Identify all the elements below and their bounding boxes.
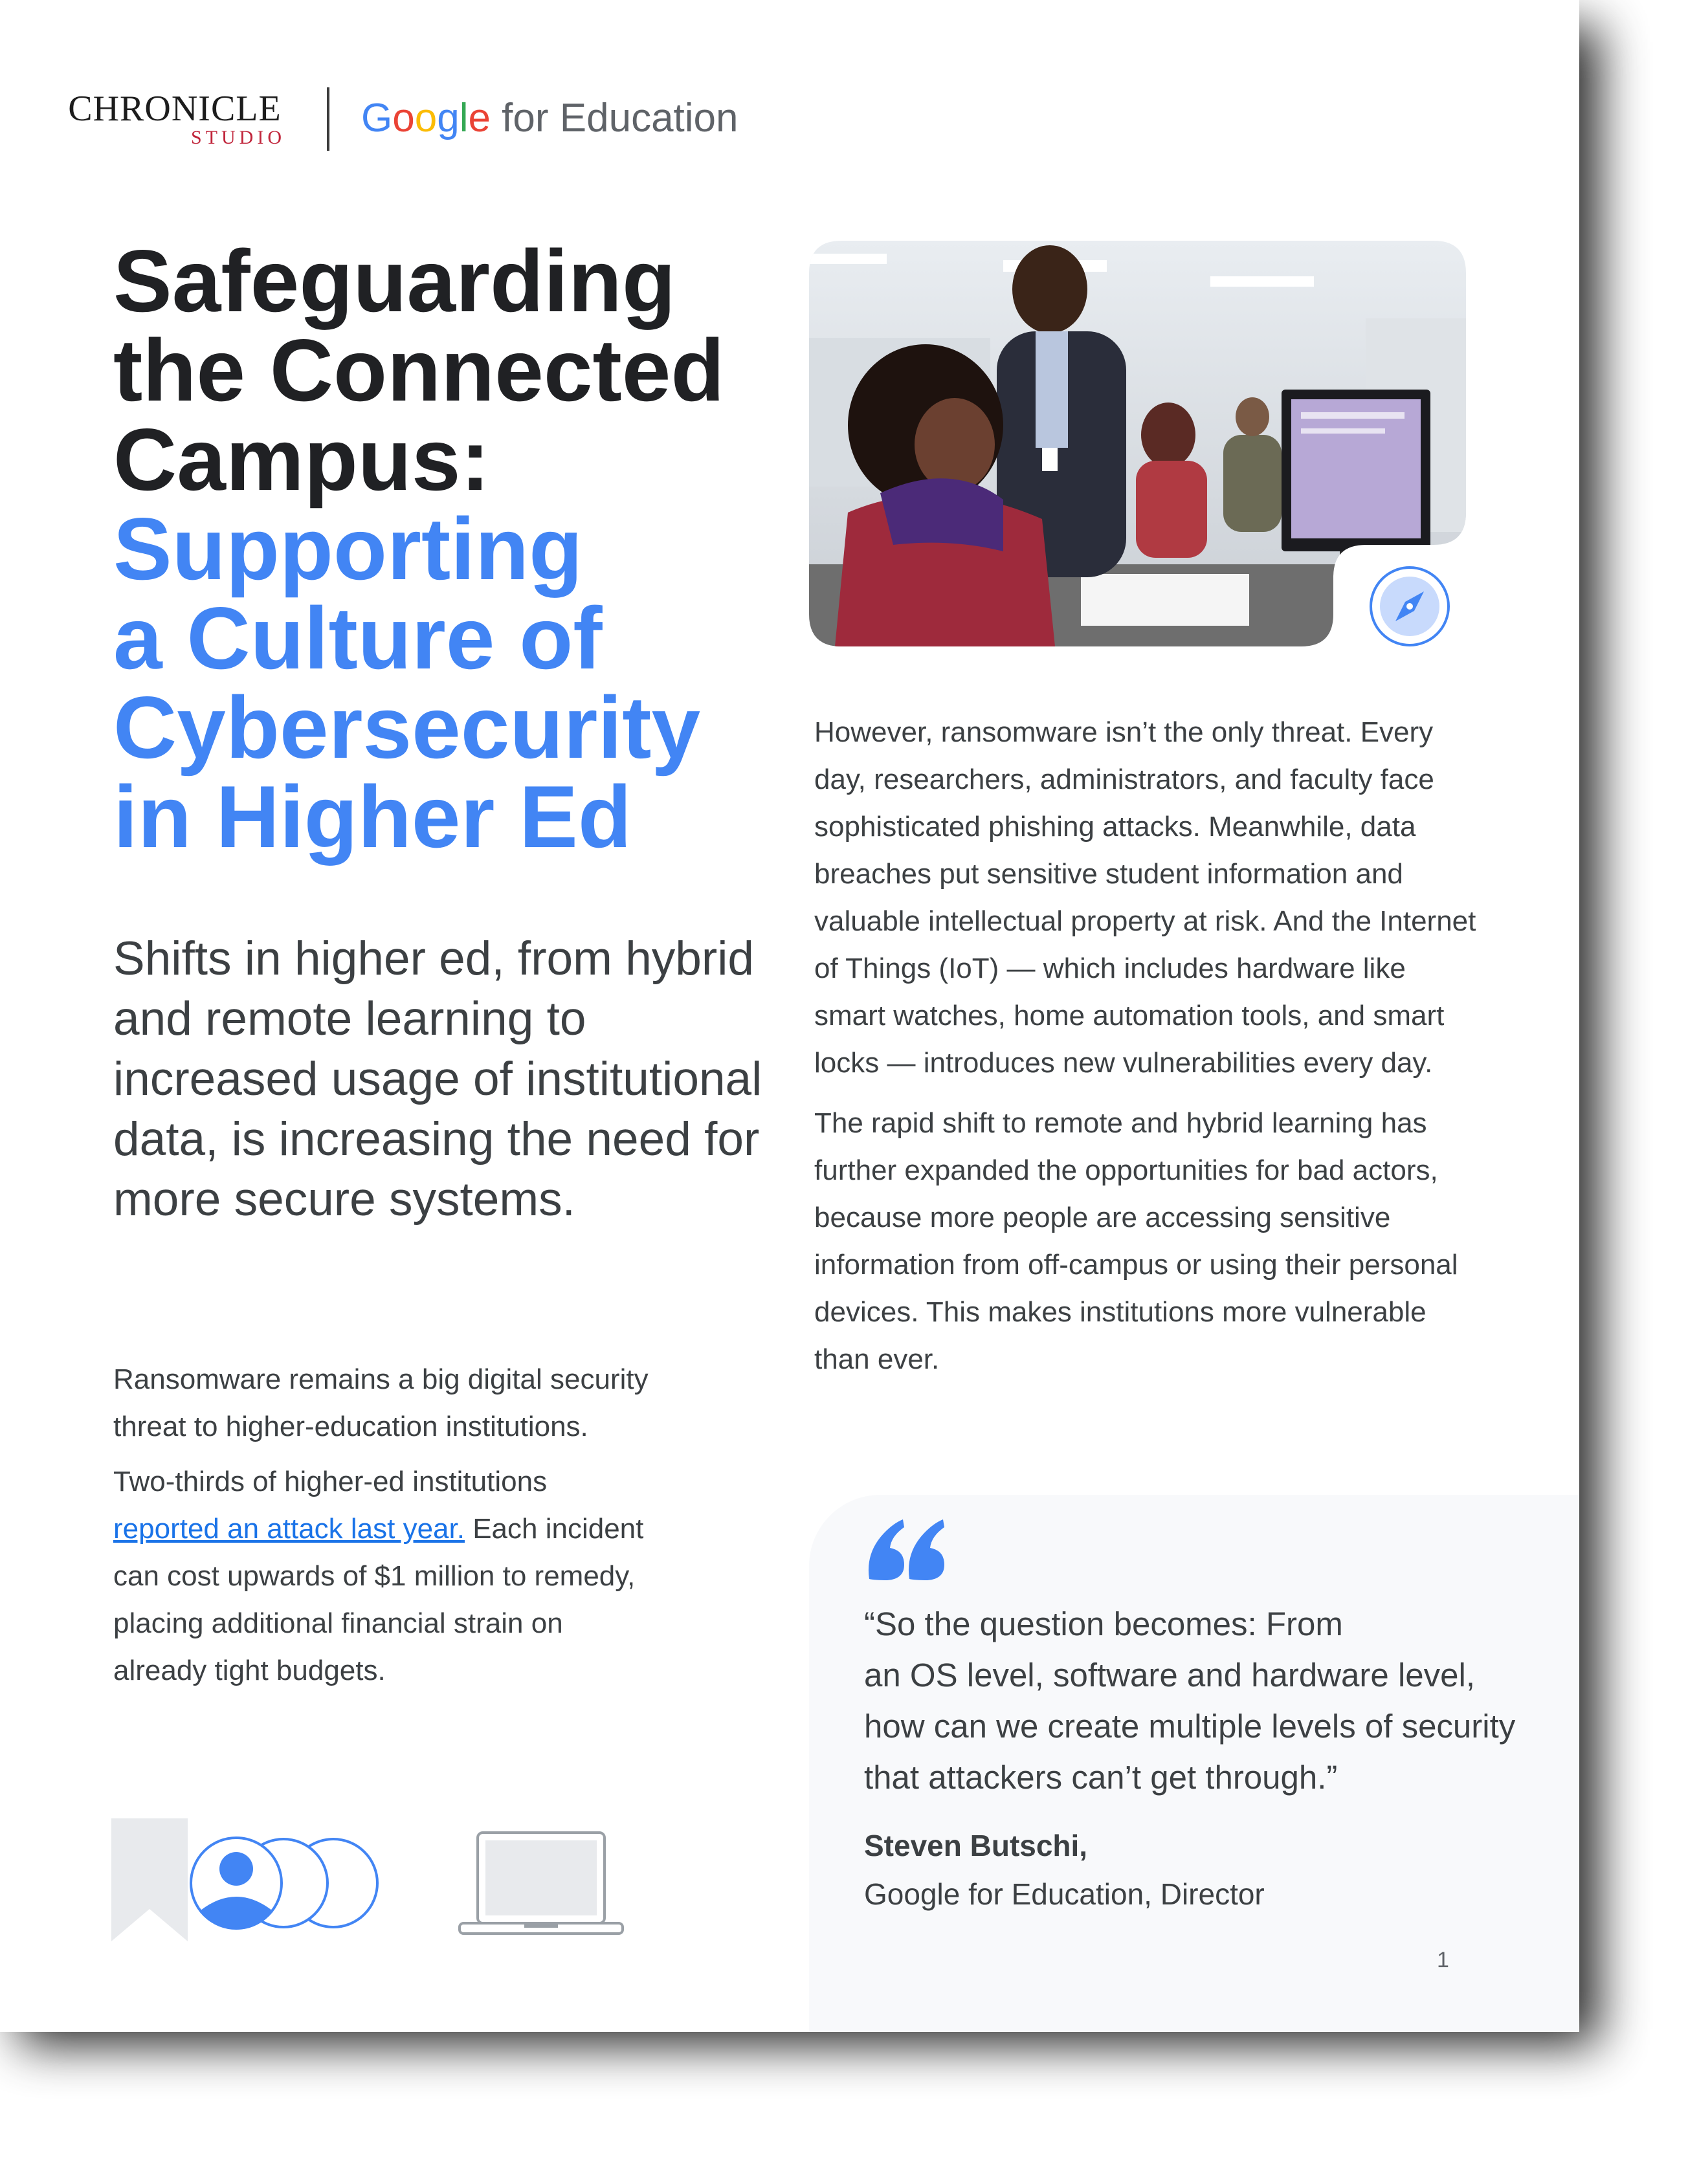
chronicle-wordmark: CHRONICLE [68,89,282,129]
body-paragraph: Ransomware remains a big digital security threat to higher-education institutions. [113,1363,649,1442]
quote-author-role: Google for Education, Director [864,1877,1265,1911]
laptop-icon [460,1833,623,1934]
title-line: Campus: [113,410,490,509]
users-icon [191,1838,377,1928]
page-number: 1 [1437,1948,1449,1972]
subtitle-line: Supporting [113,500,583,598]
body-paragraph: However, ransomware isn’t the only threat. Every day, researchers, administrators, and faculty face sophisticated phishing attacks. Meanwhile, data breaches put sensitive student information and valuable intellectual property at risk. And the Internet of Things (IoT) — which includes hardware like smart watches, home automation tools, and smart locks — introduces new vulnerabilities every day. [814,716,1476,1079]
left-body-text [113,1356,657,1702]
chronicle-studio-logo [61,91,288,149]
quote-author-name: Steven Butschi, [864,1829,1088,1862]
body-paragraph: Two-thirds of higher-ed institutions reported an attack last year. Each incident can cost upwards of $1 million to remedy, placing additional financial strain on already tight budgets. [113,1466,644,1686]
title-line: Safeguarding [113,232,676,330]
quote-icon [864,1514,948,1585]
right-body-text [814,709,1481,1396]
bookmark-icon [111,1818,188,1941]
attack-report-link[interactable]: reported an attack last year. [113,1513,465,1545]
decorative-icon-row [110,1818,628,1948]
classroom-photo [809,241,1466,646]
studio-wordmark: STUDIO [191,127,285,148]
google-for-education-logo: Google for Education [361,96,738,140]
intro-paragraph: Shifts in higher ed, from hybrid and remote learning to increased usage of institutional data, is increasing the need for more secure systems. [113,932,762,1226]
logo-divider [327,87,329,151]
page-title [113,232,780,866]
quote-text: “So the question becomes: From an OS level, software and hardware level, how can we create multiple levels of security that attackers can’t get through.” [864,1605,1516,1796]
subtitle-line: a Culture of [113,589,603,687]
body-paragraph: The rapid shift to remote and hybrid learning has further expanded the opportunities for bad actors, because more people are accessing sensitive information from off-campus or using their personal devices. This makes institutions more vulnerable than ever. [814,1107,1458,1375]
title-line: the Connected [113,321,725,419]
compass-icon [1371,568,1449,645]
quote-panel [809,1495,1579,2032]
subtitle-line: Cybersecurity [113,678,701,777]
subtitle-line: in Higher Ed [113,767,632,866]
